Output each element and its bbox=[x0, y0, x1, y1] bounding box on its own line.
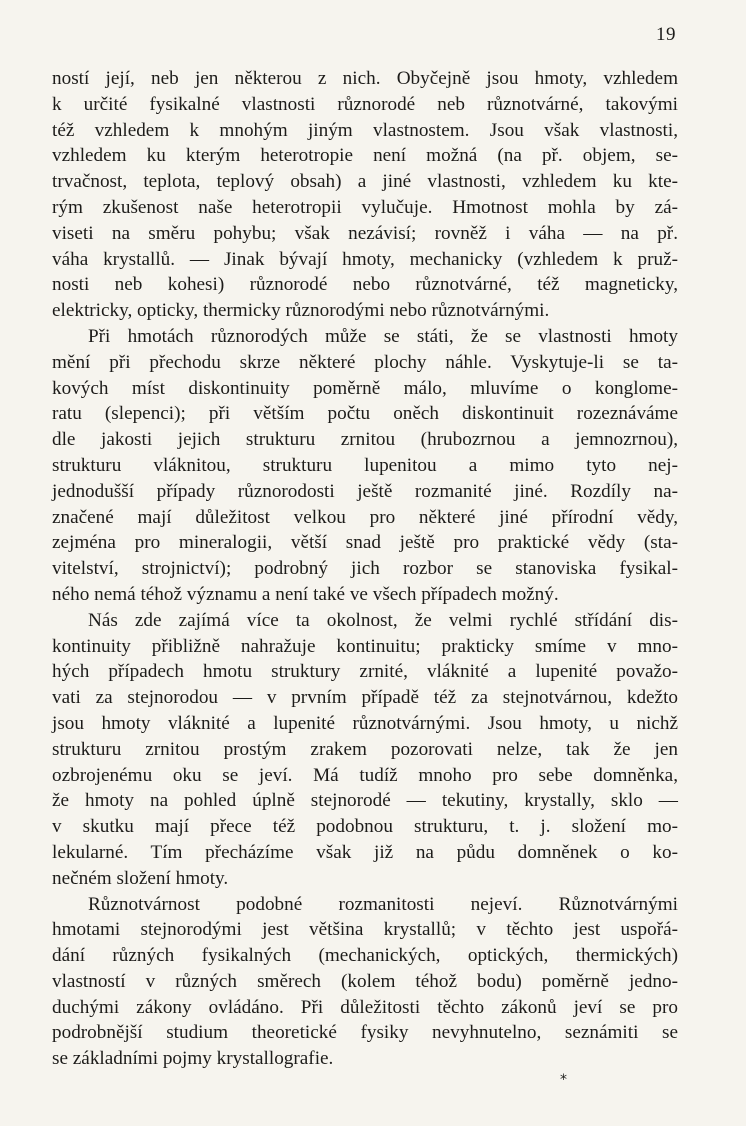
text-line: ností její, neb jen některou z nich. Obyčejně jsou hmoty, vzhledem bbox=[52, 68, 678, 89]
text-line: vlastností v různých směrech (kolem téhož bodu) poměrně jedno- bbox=[52, 970, 678, 992]
text-line: ného nemá téhož významu a není také ve všech případech možný. bbox=[52, 583, 559, 605]
text-line: nečném složení hmoty. bbox=[52, 867, 229, 889]
body-text bbox=[52, 66, 678, 1072]
text-line: lekularné. Tím přecházíme však již na půdu domněnek o ko- bbox=[52, 841, 678, 863]
text-line: jednodušší případy různorodosti ještě rozmanité jiné. Rozdíly na- bbox=[52, 480, 678, 502]
text-line: vati za stejnorodou — v prvním případě též za stejnotvárnou, kdežto bbox=[52, 687, 678, 709]
page-number: 19 bbox=[656, 24, 676, 45]
text-line: strukturu zrnitou prostým zrakem pozorovati nelze, tak že jen bbox=[52, 738, 678, 760]
text-line: duchými zákony ovládáno. Při důležitosti těchto zákonů jeví se pro bbox=[52, 996, 678, 1018]
text-line: k určité fysikalné vlastnosti různorodé neb různotvárné, takovými bbox=[52, 93, 678, 115]
text-line: podrobnější studium theoretické fysiky nevyhnutelno, seznámiti se bbox=[52, 1022, 678, 1044]
text-line: ratu (slepenci); při větším počtu oněch diskontinuit rozeznáváme bbox=[52, 403, 678, 425]
text-line: zejména pro mineralogii, větší snad ještě pro praktické vědy (sta- bbox=[52, 532, 678, 554]
text-line: dání různých fysikalných (mechanických, optických, thermických) bbox=[52, 945, 678, 967]
text-line: trvačnost, teplota, teplový obsah) a jiné vlastnosti, vzhledem ku kte- bbox=[52, 171, 678, 193]
text-line: viseti na směru pohybu; však nezávisí; rovněž i váha — na př. bbox=[52, 222, 678, 244]
stray-mark: * bbox=[560, 1072, 567, 1088]
text-line: mění při přechodu skrze některé plochy náhle. Vyskytuje-li se ta- bbox=[52, 351, 678, 373]
text-line: hmotami stejnorodými jest většina krystallů; v těchto jest uspořá- bbox=[52, 919, 678, 941]
text-line: Při hmotách různorodých může se státi, že se vlastnosti hmoty bbox=[88, 325, 678, 347]
text-line: strukturu vláknitou, strukturu lupenitou a mimo tyto nej- bbox=[52, 454, 678, 476]
text-line: v skutku mají přece též podobnou strukturu, t. j. složení mo- bbox=[52, 816, 678, 838]
text-line: vzhledem ku kterým heterotropie není možná (na př. objem, se- bbox=[52, 145, 678, 167]
text-line: též vzhledem k mnohým jiným vlastnostem. Jsou však vlastnosti, bbox=[52, 119, 678, 141]
text-line: Nás zde zajímá více ta okolnost, že velmi rychlé střídání dis- bbox=[88, 609, 678, 631]
text-line: se základními pojmy krystallografie. bbox=[52, 1048, 334, 1070]
text-line: elektricky, opticky, thermicky různorodými nebo různotvárnými. bbox=[52, 300, 550, 322]
text-line: dle jakosti jejich strukturu zrnitou (hrubozrnou a jemnozrnou), bbox=[52, 429, 678, 451]
text-line: nosti neb kohesi) různorodé nebo různotvárné, též magneticky, bbox=[52, 274, 678, 296]
text-line: značené mají důležitost velkou pro některé jiné přírodní vědy, bbox=[52, 506, 678, 528]
text-line: kových míst diskontinuity poměrně málo, mluvíme o konglome- bbox=[52, 377, 678, 399]
text-line: rým zkušenost naše heterotropii vylučuje. Hmotnost mohla by zá- bbox=[52, 196, 678, 218]
text-line: hých případech hmotu struktury zrnité, vláknité a lupenité považo- bbox=[52, 661, 678, 683]
text-line: kontinuity přibližně nahražuje kontinuitu; prakticky smíme v mno- bbox=[52, 635, 678, 657]
text-line: jsou hmoty vláknité a lupenité různotvárnými. Jsou hmoty, u nichž bbox=[52, 712, 678, 734]
text-line: váha krystallů. — Jinak bývají hmoty, mechanicky (vzhledem k pruž- bbox=[52, 248, 678, 270]
text-line: Různotvárnost podobné rozmanitosti nejeví. Různotvárnými bbox=[88, 893, 678, 915]
text-line: vitelství, strojnictví); podrobný jich rozbor se stanoviska fysikal- bbox=[52, 558, 678, 580]
text-line: ozbrojenému oku se jeví. Má tudíž mnoho pro sebe domněnka, bbox=[52, 764, 678, 786]
text-line: že hmoty na pohled úplně stejnorodé — tekutiny, krystally, sklo — bbox=[52, 790, 678, 812]
